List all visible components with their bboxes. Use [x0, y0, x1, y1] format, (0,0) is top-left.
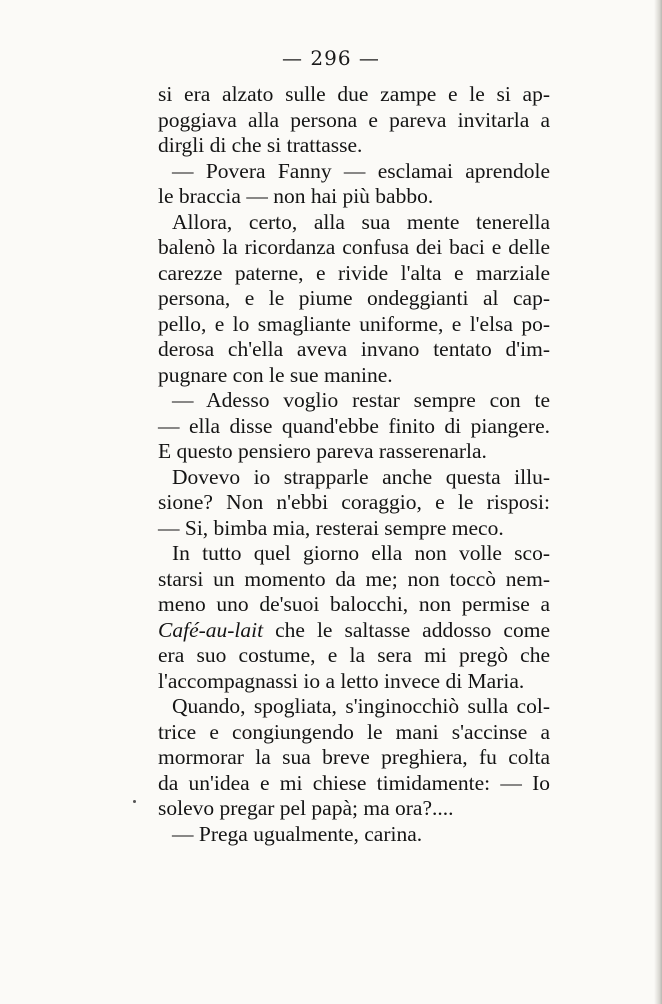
text-line: dirgli di che si trattasse. [158, 133, 363, 157]
text-line: pugnare con le sue manine. [158, 362, 393, 387]
text-line: E questo pensiero pareva rasserenarla. [158, 439, 487, 463]
text-line: era suo costume, e la sera mi pregò che [158, 643, 550, 667]
text-line: — Adesso voglio restar sempre con te [172, 388, 550, 412]
text-line: In tutto quel giorno ella non volle sco- [172, 541, 550, 565]
text-line: l'accompagnassi io a letto invece di Maria. [158, 668, 525, 693]
body-text [158, 82, 550, 847]
text-line: Quando, spogliata, s'inginocchiò sulla col- [172, 694, 550, 718]
text-line: le braccia — non hai più babbo. [158, 184, 434, 208]
text-line: Allora, certo, alla sua mente tenerella [172, 209, 550, 234]
text-line: mormorar la sua breve preghiera, fu colta [158, 745, 550, 769]
text-line: carezze paterne, e rivide l'alta e marziale [158, 260, 550, 285]
page-edge-shadow [654, 0, 662, 1004]
ink-speck [133, 800, 136, 803]
text-line-italic-start [158, 618, 550, 644]
text-line: da un'idea e mi chiese timidamente: — Io [158, 770, 550, 795]
page-number: — 296 — [282, 46, 380, 70]
text-line: starsi un momento da me; non toccò nem- [158, 566, 550, 591]
text-line: pello, e lo smagliante uniforme, e l'elsa po- [158, 311, 550, 336]
text-line-rest: che le saltasse addosso come [263, 617, 550, 642]
text-line: meno uno de'suoi balocchi, non permise a [158, 592, 550, 616]
text-line: solevo pregar pel papà; ma ora?.... [158, 796, 454, 820]
text-line: — Si, bimba mia, resterai sempre meco. [158, 515, 504, 540]
text-line: sione? Non n'ebbi coraggio, e le risposi: [158, 490, 550, 514]
text-line: — Prega ugualmente, carina. [172, 821, 423, 846]
text-line: si era alzato sulle due zampe e le si ap- [158, 82, 550, 106]
text-line: derosa ch'ella aveva invano tentato d'im- [158, 337, 550, 361]
text-line: — ella disse quand'ebbe finito di piangere. [158, 413, 550, 438]
text-line: — Povera Fanny — esclamai aprendole [172, 158, 550, 183]
text-line: poggiava alla persona e pareva invitarla a [158, 107, 550, 132]
text-line: trice e congiungendo le mani s'accinse a [158, 719, 550, 744]
italic-phrase: Café-au-lait [158, 617, 264, 642]
text-line: Dovevo io strapparle anche questa illu- [172, 464, 550, 489]
text-line: balenò la ricordanza confusa dei baci e delle [158, 235, 550, 259]
text-line: persona, e le piume ondeggianti al cap- [158, 286, 550, 310]
